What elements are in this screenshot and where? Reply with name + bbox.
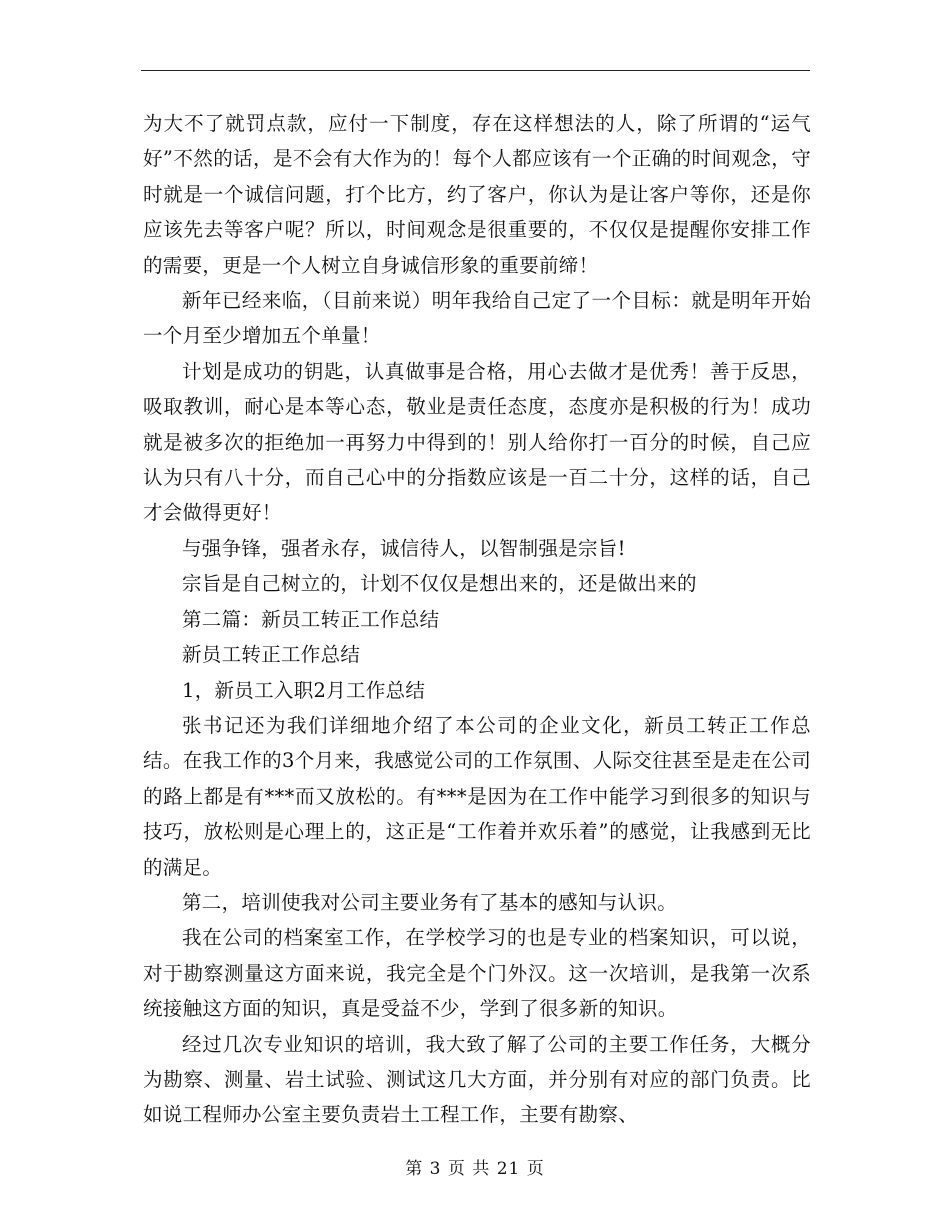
paragraph-2: 新年已经来临，（目前来说）明年我给自己定了一个目标：就是明年开始一个月至少增加五个单量！	[143, 289, 811, 348]
section-subtitle: 新员工转正工作总结	[182, 643, 361, 667]
paragraph-1: 为大不了就罚点款，应付一下制度，存在这样想法的人，除了所谓的“运气好”不然的话，是不会有大作为的！每个人都应该有一个正确的时间观念，守时就是一个诚信问题，打个比方，约了客户，你认为是让客户等你，还是你应该先去等客户呢？所以，时间观念是很重要的，不仅仅是提醒你安排工作的需要，更是一个人树立自身诚信形象的重要前缔！	[143, 112, 811, 277]
page-number-footer: 第 3 页 共 21 页	[405, 1159, 545, 1179]
paragraph-12: 经过几次专业知识的培训，我大致了解了公司的主要工作任务，大概分为勘察、测量、岩土试验、测试这几大方面，并分别有对应的部门负责。比如说工程师办公室主要负责岩土工程工作，主要有勘察、	[143, 1032, 811, 1127]
paragraph-3: 计划是成功的钥匙，认真做事是合格，用心去做才是优秀！善于反思，吸取教训，耐心是本等心态，敬业是责任态度，态度亦是积极的行为！成功就是被多次的拒绝加一再努力中得到的！别人给你打一百分的时候，自己应认为只有八十分，而自己心中的分指数应该是一百二十分，这样的话，自己才会做得更好！	[143, 359, 811, 525]
header-rule	[141, 70, 810, 71]
paragraph-11: 我在公司的档案室工作，在学校学习的也是专业的档案知识，可以说，对于勘察测量这方面来说，我完全是个门外汉。这一次培训，是我第一次系统接触这方面的知识，真是受益不少，学到了很多新的知识。	[143, 926, 811, 1021]
paragraph-10: 第二，培训使我对公司主要业务有了基本的感知与认识。	[182, 890, 678, 914]
item-heading: 1，新员工入职2月工作总结	[182, 678, 426, 702]
section-title: 第二篇：新员工转正工作总结	[182, 607, 440, 631]
paragraph-4: 与强争锋，强者永存，诚信待人，以智制强是宗旨!	[182, 536, 626, 560]
document-body	[143, 106, 811, 1133]
paragraph-5: 宗旨是自己树立的，计划不仅仅是想出来的，还是做出来的	[182, 572, 697, 596]
paragraph-9: 张书记还为我们详细地介绍了本公司的企业文化，新员工转正工作总结。在我工作的3个月来，我感觉公司的工作氛围、人际交往甚至是走在公司的路上都是有***而又放松的。有***是因为在工作中能学习到很多的知识与技巧，放松则是心理上的，这正是“工作着并欢乐着”的感觉，让我感到无比的满足。	[143, 713, 811, 879]
